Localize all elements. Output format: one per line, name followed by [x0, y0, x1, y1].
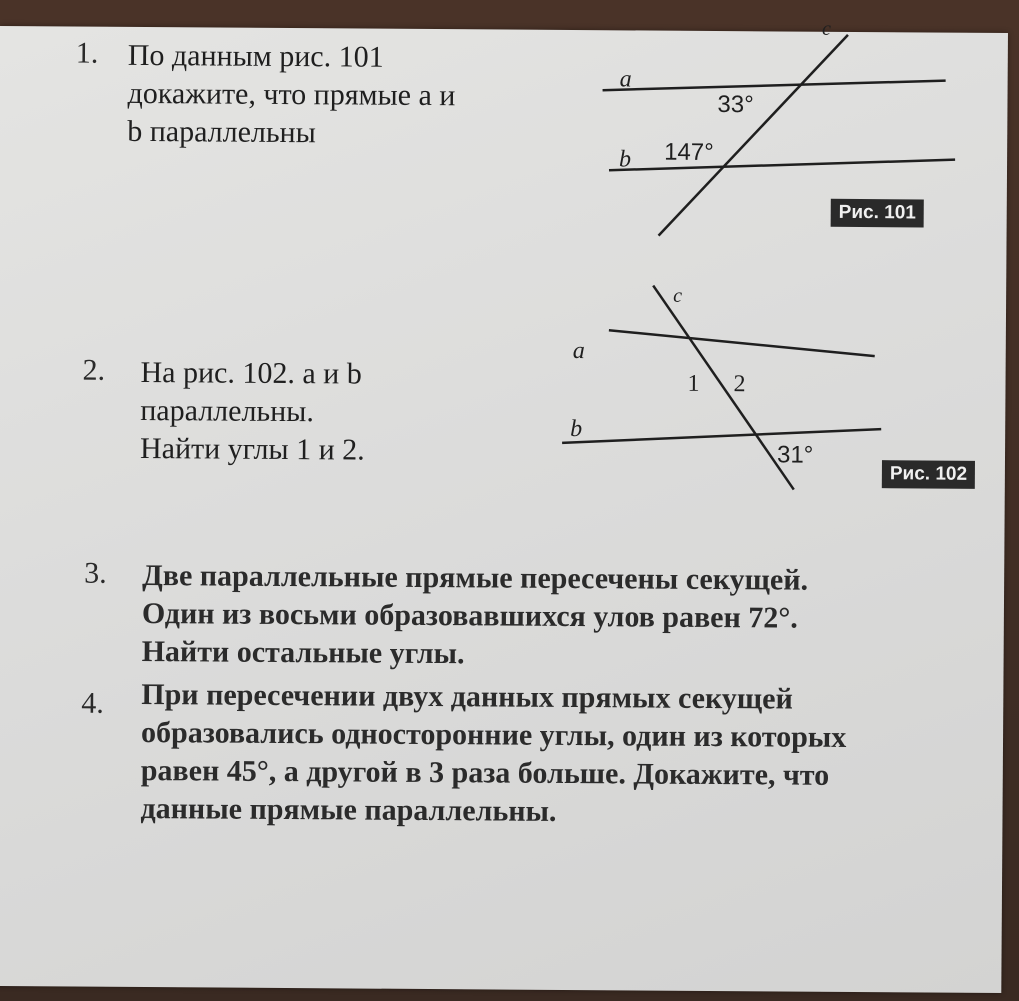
task-1-line-3: b параллельны — [127, 114, 316, 150]
fig102-caption: Рис. 102 — [882, 460, 975, 489]
fig101-angle-147: 147° — [664, 138, 714, 166]
task-1-line-1: По данным рис. 101 — [127, 38, 384, 74]
fig102-angle-2: 2 — [733, 371, 746, 398]
task-4-number: 4. — [81, 686, 104, 720]
task-3-number: 3. — [84, 556, 107, 590]
fig102-line-c — [652, 286, 795, 490]
fig101-line-b — [609, 157, 955, 172]
task-3-line-1: Две параллельные прямые пересечены секущей. — [142, 559, 809, 597]
task-4-line-3: равен 45°, а другой в 3 раза больше. Докажите, что — [140, 754, 830, 792]
fig102-label-c: c — [673, 284, 683, 307]
fig102-label-a: a — [572, 338, 585, 365]
fig101-caption: Рис. 101 — [831, 199, 924, 228]
fig102-line-b — [562, 427, 881, 445]
fig102-line-a — [609, 330, 875, 356]
fig101-label-b: b — [618, 146, 632, 173]
task-2-number: 2. — [82, 353, 106, 387]
worksheet — [0, 17, 1008, 993]
task-4-text — [140, 676, 1001, 834]
task-2-line-2: параллельны. — [140, 393, 315, 429]
figure-101 — [0, 26, 1008, 993]
fig101-label-c: c — [821, 17, 831, 40]
task-4-line-1: При пересечении двух данных прямых секущей — [141, 678, 793, 716]
task-4-line-2: образовались односторонние углы, один из которых — [140, 716, 847, 754]
task-3-line-2: Один из восьми образовавшихся улов равен 72°. — [141, 597, 798, 635]
fig102-label-b: b — [570, 415, 583, 443]
task-2-text — [140, 354, 461, 470]
task-1-line-2: докажите, что прямые а и — [127, 76, 456, 113]
task-4-line-4: данные прямые параллельны. — [140, 792, 557, 828]
fig101-line-c — [659, 34, 848, 237]
fig101-label-a: a — [619, 66, 632, 93]
task-2-line-3: Найти углы 1 и 2. — [139, 431, 365, 467]
task-1-number: 1. — [75, 36, 99, 70]
fig101-line-a — [603, 78, 946, 92]
task-3-line-3: Найти остальные углы. — [141, 635, 465, 671]
fig102-angle-31: 31° — [776, 441, 814, 469]
fig102-angle-1: 1 — [687, 370, 700, 397]
task-2-line-1: На рис. 102. а и b — [140, 355, 362, 391]
task-3-text — [142, 557, 963, 677]
fig101-angle-33: 33° — [717, 91, 754, 119]
